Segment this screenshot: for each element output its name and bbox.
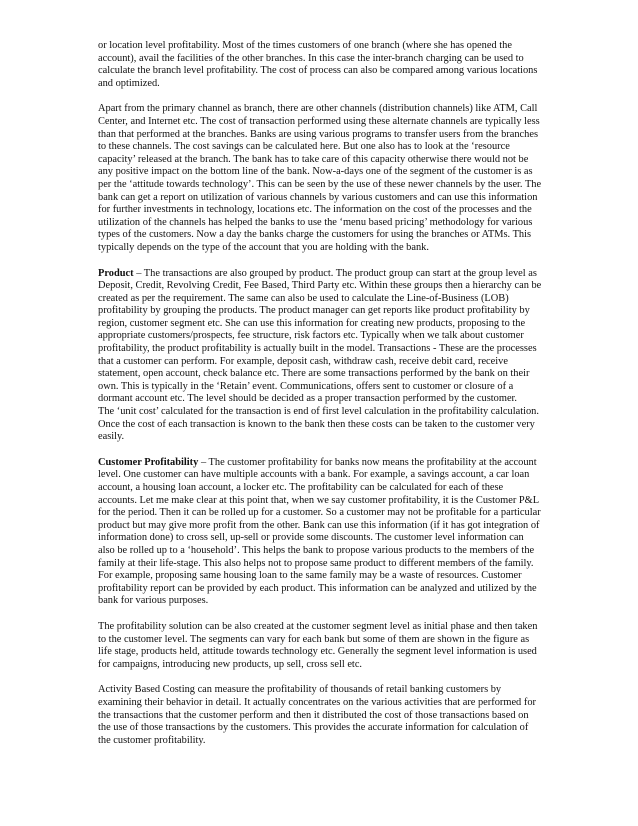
paragraph-product <box>98 268 543 407</box>
paragraph-text: – The transactions are also grouped by product. The product group can start at the group level as Deposit, Credit, Revolving Credit, Fee Based, Third Party etc. Within these groups then a hierarchy can be created as per the requirement. The same can also be used to calculate the Line-of-Business (LOB) profitability by grouping the products. The product manager can get reports like product profitability by region, customer segment etc. She can use this information for creating new products, proposing to the appropriate customers/prospects, fee structure, risk factors etc. Typically when we talk about customer profitability, the product profitability is actually built in the model. Transactions - These are the processes that a customer can perform. For example, deposit cash, withdraw cash, receive debit card, receive statement, open account, check balance etc. There are some transactions performed by the bank on their own. This is typically in the ‘Retain’ event. Communications, offers sent to customer or closure of a dormant account etc. The level should be decided as a proper transaction performed by the customer. <box>98 267 542 405</box>
paragraph-customer-profitability <box>98 457 543 608</box>
paragraph-lead-heading: Product <box>98 267 134 279</box>
paragraph-lead-heading: Customer Profitability <box>98 456 199 468</box>
paragraph-segment-level <box>98 621 543 671</box>
paragraph-unit-cost <box>98 406 543 444</box>
paragraph-text: The profitability solution can be also created at the customer segment level as initial phase and then taken to the customer level. The segments can vary for each bank but some of them are shown in the figure as life stage, products held, attitude towards technology etc. Generally the segment level information is used for campaigns, introducing new products, up sell, cross sell etc. <box>98 620 538 670</box>
document-page <box>98 40 543 760</box>
paragraph-channels <box>98 103 543 254</box>
paragraph-text: Activity Based Costing can measure the profitability of thousands of retail banking customers by examining their behavior in detail. It actually concentrates on the various activities that are performed for the transactions that the customer perform and then it distributed the cost of those transactions based on the use of those transactions by the customers. This provides the accurate information for calculation of the customer profitability. <box>98 684 536 746</box>
paragraph-text: – The customer profitability for banks now means the profitability at the account level. One customer can have multiple accounts with a bank. For example, a savings account, a car loan account, a housing loan account, a locker etc. The profitability can be calculated for each of these accounts. Let me make clear at this point that, when we say customer profitability, it is the Customer P&L for the period. Then it can be rolled up for a customer. So a customer may not be profitable for a particular product but may give more profit from the other. Bank can use this information (if it has got integration of information done) to cross sell, up-sell or provide some discounts. The customer level information can also be rolled up to a ‘household’. This helps the bank to propose various products to the members of the family at their life-stage. This also helps not to propose same product to different members of the family. For example, proposing same housing loan to the same family may be a waste of resources. Customer profitability report can be provided by each product. This information can be analyzed and utilized by the bank for various purposes. <box>98 456 541 607</box>
paragraph-location-profitability <box>98 40 543 90</box>
paragraph-activity-based-costing <box>98 684 543 747</box>
paragraph-text: Apart from the primary channel as branch, there are other channels (distribution channels) like ATM, Call Center, and Internet etc. The cost of transaction performed using these alternate channels are typically less than that performed at the branches. Banks are using various programs to transfer users from the branches to these channels. The cost savings can be calculated here. But one also has to look at the ‘resource capacity’ released at the branch. The bank has to take care of this capacity otherwise there would not be any positive impact on the bottom line of the bank. Now-a-days one of the segment of the customer is as per the ‘attitude towards technology’. This can be seen by the use of these newer channels by the user. The bank can get a report on utilization of various channels by various customers and can use this information for further investments in technology, locations etc. The information on the cost of the processes and the utilization of the channels has helped the banks to use the ‘menu based pricing’ methodology for various types of the customers. Now a day the banks charge the customers for using the branches or ATMs. This typically depends on the type of the account that you are holding with the bank. <box>98 103 542 253</box>
paragraph-text: or location level profitability. Most of the times customers of one branch (where she has opened the account), avail the facilities of the other branches. In this case the inter-branch charging can be used to calculate the branch level profitability. The cost of process can also be compared among various locations and optimized. <box>98 40 538 89</box>
paragraph-text: The ‘unit cost’ calculated for the transaction is end of first level calculation in the profitability calculation. Once the cost of each transaction is known to the bank then these costs can be taken to the customer very easily. <box>98 406 539 443</box>
